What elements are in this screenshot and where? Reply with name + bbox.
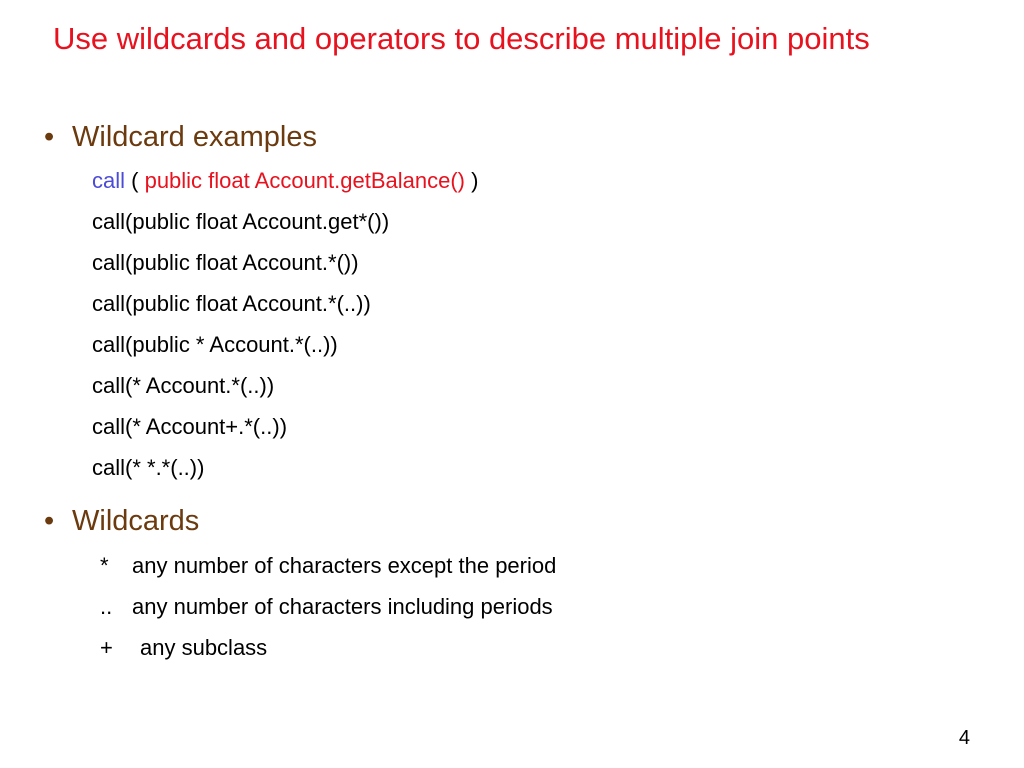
wildcard-symbol: .. bbox=[100, 594, 113, 619]
slide-title: Use wildcards and operators to describe multiple join points bbox=[53, 21, 870, 56]
wildcard-description: any subclass bbox=[140, 635, 268, 660]
wildcard-symbol: * bbox=[100, 553, 109, 578]
example-line: call(* Account.*(..)) bbox=[92, 373, 275, 398]
wildcards-list bbox=[100, 553, 556, 676]
example-line: call(* *.*(..)) bbox=[92, 455, 205, 480]
wildcard-item bbox=[100, 594, 556, 635]
example-line: call(public float Account.*(..)) bbox=[92, 291, 371, 316]
bullet-marker: • bbox=[44, 121, 55, 153]
wildcard-examples-list bbox=[92, 168, 478, 496]
page-number: 4 bbox=[958, 727, 970, 749]
bullet-wildcard-examples bbox=[44, 120, 317, 154]
example-line: call(public float Account.*()) bbox=[92, 250, 359, 275]
bullet-wildcards bbox=[44, 504, 199, 538]
wildcard-item bbox=[100, 553, 556, 594]
example-line: call(public float Account.get*()) bbox=[92, 209, 390, 234]
highlighted-signature: public float Account.getBalance() bbox=[144, 168, 465, 193]
open-paren: ( bbox=[125, 168, 145, 193]
wildcard-item bbox=[100, 635, 556, 676]
wildcard-description: any number of characters including periods bbox=[132, 594, 553, 619]
wildcard-symbol: + bbox=[100, 635, 113, 660]
example-line: call(* Account+.*(..)) bbox=[92, 414, 288, 439]
bullet-marker: • bbox=[44, 505, 55, 537]
bullet-label: Wildcard examples bbox=[72, 121, 317, 153]
call-keyword: call bbox=[92, 168, 126, 193]
example-line-highlighted bbox=[92, 168, 478, 209]
example-line: call(public * Account.*(..)) bbox=[92, 332, 338, 357]
close-paren: ) bbox=[465, 168, 479, 193]
bullet-label: Wildcards bbox=[72, 505, 200, 537]
wildcard-description: any number of characters except the period bbox=[132, 553, 557, 578]
